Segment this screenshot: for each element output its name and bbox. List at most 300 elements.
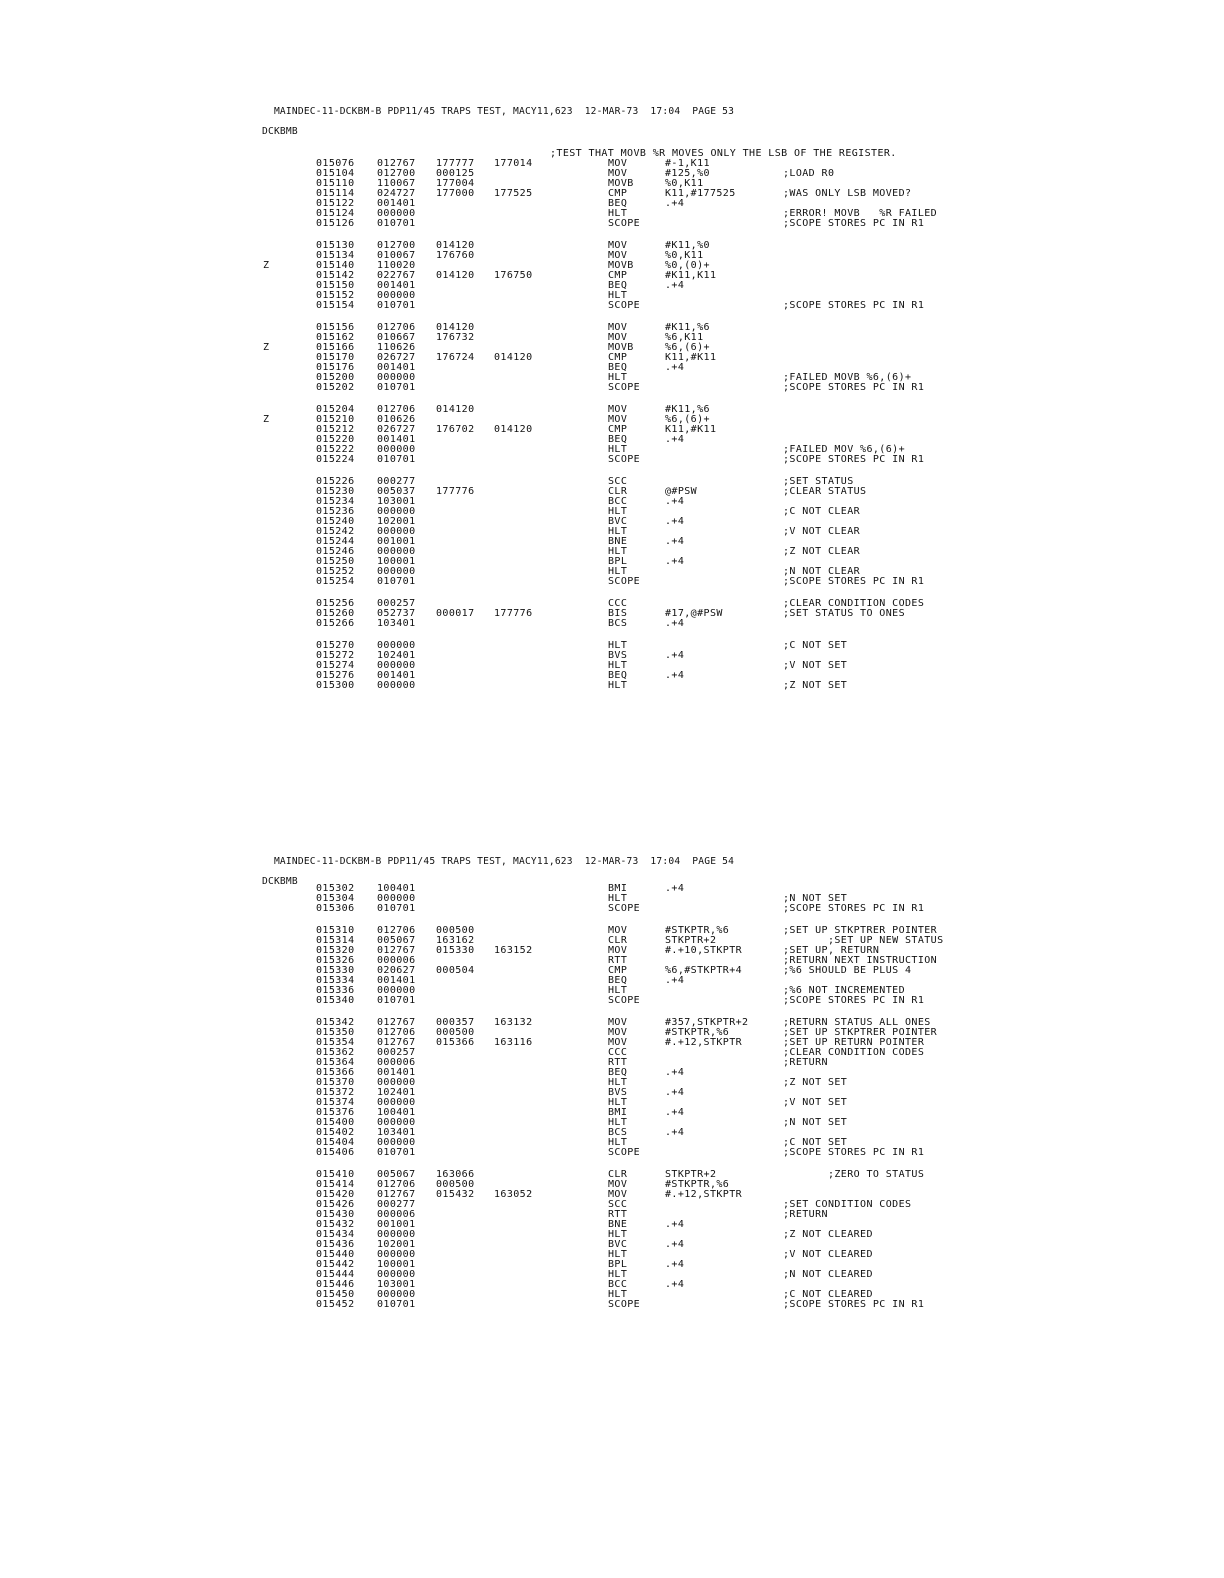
- operands: .+4: [665, 556, 685, 567]
- word-1: 100001: [377, 556, 416, 567]
- listing-line: [0, 1148, 1224, 1158]
- opcode: BCS: [608, 1127, 628, 1138]
- operands: .+4: [665, 1067, 685, 1078]
- comment: ;FAILED MOVB %6,(6)+: [783, 372, 912, 383]
- comment: ;SCOPE STORES PC IN R1: [783, 300, 925, 311]
- page-54-title: MAINDEC-11-DCKBM-B PDP11/45 TRAPS TEST, MACY11,623 12-MAR-73 17:04 PAGE 54: [273, 856, 735, 867]
- operands: #STKPTR,%6: [665, 1027, 730, 1038]
- word-1: 024727: [377, 188, 416, 199]
- operands: .+4: [665, 670, 685, 681]
- operands: %0,K11: [665, 178, 704, 189]
- listing-line: [0, 219, 1224, 229]
- word-2: 000125: [436, 168, 475, 179]
- word-2: 000500: [436, 925, 475, 936]
- operands: #K11,K11: [665, 270, 717, 281]
- comment: ;SET STATUS: [783, 476, 854, 487]
- comment: ;SCOPE STORES PC IN R1: [783, 995, 925, 1006]
- comment: ;SCOPE STORES PC IN R1: [783, 903, 925, 914]
- comment: ;SET CONDITION CODES: [783, 1199, 912, 1210]
- opcode: MOVB: [608, 260, 634, 271]
- comment: ;V NOT CLEARED: [783, 1249, 873, 1260]
- opcode: HLT: [608, 893, 628, 904]
- word-1: 103401: [377, 618, 416, 629]
- operands: #.+10,STKPTR: [665, 945, 743, 956]
- opcode: HLT: [608, 1229, 628, 1240]
- word-1: 005037: [377, 486, 416, 497]
- opcode: MOV: [608, 250, 628, 261]
- comment: ;SET UP NEW STATUS: [783, 935, 944, 946]
- opcode: BVS: [608, 650, 628, 661]
- comment: ;V NOT CLEAR: [783, 526, 861, 537]
- address: 015452: [316, 1299, 355, 1310]
- address: 015220: [316, 434, 355, 445]
- word-1: 010701: [377, 300, 416, 311]
- word-1: 000000: [377, 506, 416, 517]
- opcode: MOV: [608, 1189, 628, 1200]
- operands: #K11,%6: [665, 322, 710, 333]
- opcode: MOVB: [608, 342, 634, 353]
- word-1: 000000: [377, 1269, 416, 1280]
- word-1: 022767: [377, 270, 416, 281]
- word-1: 000006: [377, 1209, 416, 1220]
- address: 015234: [316, 496, 355, 507]
- word-1: 000000: [377, 546, 416, 557]
- opcode: MOV: [608, 168, 628, 179]
- comment: ;N NOT SET: [783, 1117, 848, 1128]
- opcode: HLT: [608, 546, 628, 557]
- address: 015432: [316, 1219, 355, 1230]
- address: 015256: [316, 598, 355, 609]
- address: 015304: [316, 893, 355, 904]
- address: 015274: [316, 660, 355, 671]
- word-2: 000504: [436, 965, 475, 976]
- opcode: CLR: [608, 935, 628, 946]
- opcode: BEQ: [608, 434, 628, 445]
- operands: .+4: [665, 536, 685, 547]
- word-1: 010701: [377, 454, 416, 465]
- opcode: BPL: [608, 556, 628, 567]
- word-2: 177004: [436, 178, 475, 189]
- operands: .+4: [665, 975, 685, 986]
- comment: ;SET UP STKPTRER POINTER: [783, 925, 938, 936]
- comment: ;C NOT CLEARED: [783, 1289, 873, 1300]
- word-1: 001001: [377, 1219, 416, 1230]
- operands: .+4: [665, 618, 685, 629]
- opcode: HLT: [608, 290, 628, 301]
- word-1: 000000: [377, 566, 416, 577]
- opcode: SCOPE: [608, 903, 641, 914]
- address: 015326: [316, 955, 355, 966]
- word-1: 010701: [377, 576, 416, 587]
- opcode: SCC: [608, 1199, 628, 1210]
- word-1: 001401: [377, 434, 416, 445]
- address: 015122: [316, 198, 355, 209]
- word-1: 010701: [377, 1299, 416, 1310]
- operands: .+4: [665, 1239, 685, 1250]
- word-1: 103401: [377, 1127, 416, 1138]
- address: 015212: [316, 424, 355, 435]
- opcode: BMI: [608, 1107, 628, 1118]
- word-1: 012767: [377, 158, 416, 169]
- operands: .+4: [665, 1259, 685, 1270]
- address: 015302: [316, 883, 355, 894]
- opcode: HLT: [608, 1269, 628, 1280]
- operands: @#PSW: [665, 486, 698, 497]
- address: 015162: [316, 332, 355, 343]
- address: 015306: [316, 903, 355, 914]
- comment: ;SET STATUS TO ONES: [783, 608, 905, 619]
- address: 015350: [316, 1027, 355, 1038]
- word-2: 015432: [436, 1189, 475, 1200]
- address: 015334: [316, 975, 355, 986]
- address: 015224: [316, 454, 355, 465]
- operands: .+4: [665, 883, 685, 894]
- word-1: 010667: [377, 332, 416, 343]
- address: 015200: [316, 372, 355, 383]
- word-1: 000000: [377, 1077, 416, 1088]
- opcode: BVC: [608, 516, 628, 527]
- opcode: MOV: [608, 414, 628, 425]
- word-1: 012706: [377, 1027, 416, 1038]
- comment: ;C NOT SET: [783, 640, 848, 651]
- word-1: 000000: [377, 640, 416, 651]
- opcode: SCOPE: [608, 576, 641, 587]
- opcode: SCOPE: [608, 1147, 641, 1158]
- comment: ;CLEAR CONDITION CODES: [783, 1047, 925, 1058]
- comment: ;FAILED MOV %6,(6)+: [783, 444, 905, 455]
- address: 015404: [316, 1137, 355, 1148]
- comment: ;Z NOT CLEAR: [783, 546, 861, 557]
- word-1: 000000: [377, 985, 416, 996]
- word-1: 010701: [377, 218, 416, 229]
- listing-line: [0, 383, 1224, 393]
- comment: ;SCOPE STORES PC IN R1: [783, 576, 925, 587]
- address: 015104: [316, 168, 355, 179]
- address: 015204: [316, 404, 355, 415]
- opcode: HLT: [608, 660, 628, 671]
- address: 015364: [316, 1057, 355, 1068]
- opcode: CCC: [608, 598, 628, 609]
- address: 015242: [316, 526, 355, 537]
- opcode: MOV: [608, 945, 628, 956]
- word-2: 177000: [436, 188, 475, 199]
- address: 015156: [316, 322, 355, 333]
- opcode: BEQ: [608, 362, 628, 373]
- page-54-listing: [0, 884, 1224, 1310]
- word-1: 000000: [377, 680, 416, 691]
- opcode: CCC: [608, 1047, 628, 1058]
- word-2: 163066: [436, 1169, 475, 1180]
- word-1: 000006: [377, 955, 416, 966]
- address: 015140: [316, 260, 355, 271]
- opcode: HLT: [608, 1137, 628, 1148]
- operands: #-1,K11: [665, 158, 710, 169]
- address: 015134: [316, 250, 355, 261]
- address: 015374: [316, 1097, 355, 1108]
- word-3: 014120: [494, 352, 533, 363]
- word-1: 000006: [377, 1057, 416, 1068]
- opcode: CMP: [608, 424, 628, 435]
- address: 015330: [316, 965, 355, 976]
- comment: ;Z NOT CLEARED: [783, 1229, 873, 1240]
- word-3: 014120: [494, 424, 533, 435]
- line-marker: Z: [263, 260, 270, 271]
- opcode: HLT: [608, 1077, 628, 1088]
- comment: ;N NOT SET: [783, 893, 848, 904]
- address: 015426: [316, 1199, 355, 1210]
- address: 015314: [316, 935, 355, 946]
- listing-line: [0, 455, 1224, 465]
- opcode: BCS: [608, 618, 628, 629]
- address: 015230: [316, 486, 355, 497]
- word-1: 103001: [377, 1279, 416, 1290]
- comment: ;RETURN STATUS ALL ONES: [783, 1017, 931, 1028]
- word-1: 012706: [377, 404, 416, 415]
- word-1: 012767: [377, 1189, 416, 1200]
- opcode: CLR: [608, 1169, 628, 1180]
- word-2: 000500: [436, 1179, 475, 1190]
- comment: ;CLEAR STATUS: [783, 486, 867, 497]
- opcode: BEQ: [608, 1067, 628, 1078]
- word-1: 010701: [377, 995, 416, 1006]
- word-1: 000000: [377, 1117, 416, 1128]
- opcode: SCOPE: [608, 218, 641, 229]
- address: 015310: [316, 925, 355, 936]
- comment: ;SET UP STKPTRER POINTER: [783, 1027, 938, 1038]
- word-3: 163116: [494, 1037, 533, 1048]
- opcode: MOV: [608, 240, 628, 251]
- comment: ;CLEAR CONDITION CODES: [783, 598, 925, 609]
- page-53-subheader: DCKBMB: [262, 126, 298, 137]
- operands: .+4: [665, 198, 685, 209]
- address: 015406: [316, 1147, 355, 1158]
- opcode: SCOPE: [608, 1299, 641, 1310]
- address: 015260: [316, 608, 355, 619]
- word-1: 012700: [377, 240, 416, 251]
- word-1: 000000: [377, 1097, 416, 1108]
- operands: #.+12,STKPTR: [665, 1037, 743, 1048]
- word-1: 010067: [377, 250, 416, 261]
- operands: .+4: [665, 280, 685, 291]
- line-marker: Z: [263, 414, 270, 425]
- address: 015436: [316, 1239, 355, 1250]
- word-3: 177776: [494, 608, 533, 619]
- word-1: 000000: [377, 893, 416, 904]
- word-1: 000000: [377, 1229, 416, 1240]
- word-1: 100401: [377, 1107, 416, 1118]
- word-1: 001401: [377, 198, 416, 209]
- address: 015154: [316, 300, 355, 311]
- word-1: 000000: [377, 372, 416, 383]
- opcode: SCOPE: [608, 300, 641, 311]
- page-53-header: [262, 97, 734, 147]
- word-1: 010626: [377, 414, 416, 425]
- address: 015414: [316, 1179, 355, 1190]
- operands: .+4: [665, 650, 685, 661]
- word-1: 000257: [377, 1047, 416, 1058]
- opcode: CMP: [608, 965, 628, 976]
- word-1: 001401: [377, 280, 416, 291]
- page-54-subheader: DCKBMB: [262, 876, 298, 887]
- opcode: HLT: [608, 372, 628, 383]
- comment: ;SET UP RETURN POINTER: [783, 1037, 925, 1048]
- word-1: 000257: [377, 598, 416, 609]
- address: 015246: [316, 546, 355, 557]
- word-3: 177014: [494, 158, 533, 169]
- word-1: 010701: [377, 1147, 416, 1158]
- address: 015366: [316, 1067, 355, 1078]
- word-1: 026727: [377, 352, 416, 363]
- operands: %6,(6)+: [665, 342, 710, 353]
- address: 015272: [316, 650, 355, 661]
- word-2: 000017: [436, 608, 475, 619]
- opcode: SCOPE: [608, 995, 641, 1006]
- comment: ;N NOT CLEAR: [783, 566, 861, 577]
- operands: .+4: [665, 1219, 685, 1230]
- word-2: 177776: [436, 486, 475, 497]
- listing-line: [0, 577, 1224, 587]
- opcode: BNE: [608, 536, 628, 547]
- listing-line: [0, 904, 1224, 914]
- opcode: HLT: [608, 1117, 628, 1128]
- opcode: BVC: [608, 1239, 628, 1250]
- opcode: HLT: [608, 526, 628, 537]
- opcode: RTT: [608, 1057, 628, 1068]
- opcode: MOV: [608, 1027, 628, 1038]
- word-3: 163152: [494, 945, 533, 956]
- address: 015202: [316, 382, 355, 393]
- word-3: 163132: [494, 1017, 533, 1028]
- opcode: RTT: [608, 955, 628, 966]
- address: 015250: [316, 556, 355, 567]
- word-2: 014120: [436, 240, 475, 251]
- word-1: 005067: [377, 1169, 416, 1180]
- operands: #.+12,STKPTR: [665, 1189, 743, 1200]
- address: 015126: [316, 218, 355, 229]
- opcode: BEQ: [608, 975, 628, 986]
- word-1: 102401: [377, 650, 416, 661]
- opcode: SCOPE: [608, 382, 641, 393]
- operands: %6,K11: [665, 332, 704, 343]
- address: 015270: [316, 640, 355, 651]
- word-1: 000000: [377, 1137, 416, 1148]
- address: 015370: [316, 1077, 355, 1088]
- word-1: 000000: [377, 660, 416, 671]
- word-2: 000357: [436, 1017, 475, 1028]
- address: 015440: [316, 1249, 355, 1260]
- comment: ;RETURN NEXT INSTRUCTION: [783, 955, 938, 966]
- listing-line: [0, 301, 1224, 311]
- address: 015276: [316, 670, 355, 681]
- word-1: 001401: [377, 1067, 416, 1078]
- address: 015226: [316, 476, 355, 487]
- operands: .+4: [665, 1107, 685, 1118]
- operands: .+4: [665, 1127, 685, 1138]
- word-1: 001001: [377, 536, 416, 547]
- address: 015400: [316, 1117, 355, 1128]
- word-1: 052737: [377, 608, 416, 619]
- comment: ;RETURN: [783, 1209, 828, 1220]
- opcode: MOVB: [608, 178, 634, 189]
- word-1: 000000: [377, 208, 416, 219]
- operands: .+4: [665, 362, 685, 373]
- opcode: MOV: [608, 1179, 628, 1190]
- address: 015430: [316, 1209, 355, 1220]
- address: 015442: [316, 1259, 355, 1270]
- operands: #STKPTR,%6: [665, 925, 730, 936]
- opcode: BVS: [608, 1087, 628, 1098]
- listing-line: [0, 1300, 1224, 1310]
- operands: K11,#K11: [665, 352, 717, 363]
- word-1: 110020: [377, 260, 416, 271]
- word-1: 010701: [377, 903, 416, 914]
- word-1: 001401: [377, 670, 416, 681]
- opcode: CLR: [608, 486, 628, 497]
- word-2: 014120: [436, 404, 475, 415]
- comment: ;ERROR! MOVB %R FAILED: [783, 208, 938, 219]
- word-1: 012700: [377, 168, 416, 179]
- comment: ;SET UP, RETURN: [783, 945, 880, 956]
- word-1: 012706: [377, 322, 416, 333]
- opcode: HLT: [608, 985, 628, 996]
- page-53-title: MAINDEC-11-DCKBM-B PDP11/45 TRAPS TEST, MACY11,623 12-MAR-73 17:04 PAGE 53: [273, 106, 735, 117]
- comment: ;V NOT SET: [783, 660, 848, 671]
- word-1: 010701: [377, 382, 416, 393]
- address: 015340: [316, 995, 355, 1006]
- word-1: 110626: [377, 342, 416, 353]
- word-1: 000000: [377, 444, 416, 455]
- word-2: 015330: [436, 945, 475, 956]
- word-1: 005067: [377, 935, 416, 946]
- opcode: MOV: [608, 322, 628, 333]
- comment: ;N NOT CLEARED: [783, 1269, 873, 1280]
- opcode: HLT: [608, 1097, 628, 1108]
- word-3: 163052: [494, 1189, 533, 1200]
- word-1: 001401: [377, 975, 416, 986]
- address: 015142: [316, 270, 355, 281]
- opcode: BEQ: [608, 198, 628, 209]
- opcode: HLT: [608, 1289, 628, 1300]
- opcode: BEQ: [608, 670, 628, 681]
- opcode: HLT: [608, 506, 628, 517]
- comment: ;V NOT SET: [783, 1097, 848, 1108]
- address: 015124: [316, 208, 355, 219]
- word-1: 000000: [377, 1289, 416, 1300]
- word-3: 176750: [494, 270, 533, 281]
- word-1: 100001: [377, 1259, 416, 1270]
- address: 015446: [316, 1279, 355, 1290]
- word-2: 163162: [436, 935, 475, 946]
- address: 015444: [316, 1269, 355, 1280]
- word-1: 102001: [377, 1239, 416, 1250]
- address: 015354: [316, 1037, 355, 1048]
- opcode: BEQ: [608, 280, 628, 291]
- word-1: 110067: [377, 178, 416, 189]
- operands: STKPTR+2: [665, 935, 717, 946]
- word-1: 012767: [377, 1037, 416, 1048]
- listing-line: [0, 619, 1224, 629]
- word-1: 000277: [377, 1199, 416, 1210]
- opcode: HLT: [608, 640, 628, 651]
- word-1: 001401: [377, 362, 416, 373]
- line-marker: Z: [263, 342, 270, 353]
- word-1: 102401: [377, 1087, 416, 1098]
- address: 015240: [316, 516, 355, 527]
- opcode: HLT: [608, 208, 628, 219]
- operands: #357,STKPTR+2: [665, 1017, 749, 1028]
- operands: #K11,%0: [665, 240, 710, 251]
- word-2: 177777: [436, 158, 475, 169]
